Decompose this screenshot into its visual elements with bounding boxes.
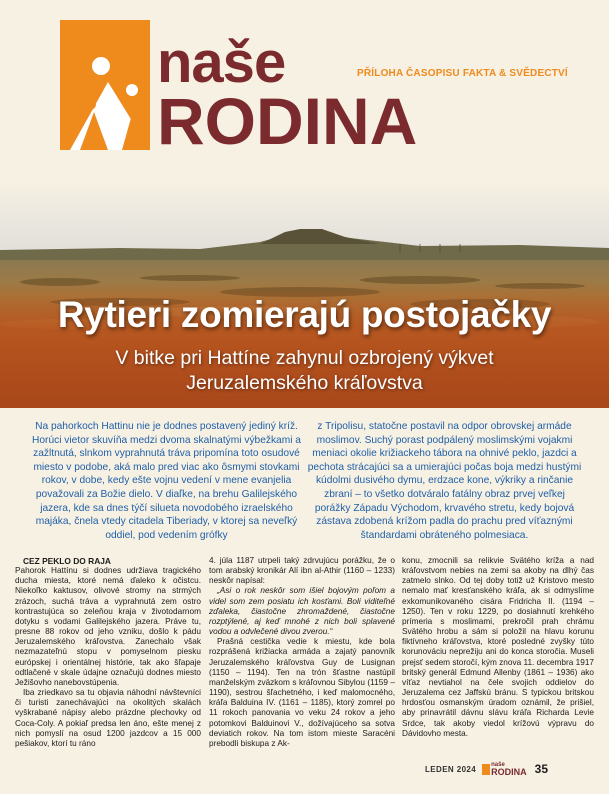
section-heading: CEZ PEKLO DO RAJA [23, 556, 111, 566]
brand-rodina: RODINA [157, 84, 418, 158]
page-footer [425, 762, 548, 776]
hero-photo [0, 182, 609, 408]
issue-date: LEDEN 2024 [425, 764, 477, 774]
body-column-3 [402, 556, 594, 739]
body-paragraph: Iba zriedkavo sa tu objavia náhodní návštevníci či turisti zanechávajúci na okolitých skalách vyškrabané nápisy alebo prázdne plechovky od Coca-Coly. A pokiaľ predsa len áno, ešte menej z nich pomyslí na osud 1200 jazdcov a 15 000 pešiakov, ktorí tu ráno [15, 688, 201, 748]
historical-quote: „Asi o rok neskôr som išiel bojovým poľom a videl som zem posiatu ich kosťami. Boli viditeľné zďaleka, čiastočne zhromaždené, čiastočne rozptýlené, aj keď mnohé z nich boli splavené vodou a odvlečené divou zverou.“ [209, 586, 395, 637]
footer-logo-icon [482, 764, 490, 775]
subheadline-line-2: Jeruzalemského kráľovstva [186, 372, 423, 394]
body-paragraph: konu, zmocnili sa relikvie Svätého kríža a nad kráľovstvom nebies na zemi sa akoby na dlhý čas zatmelo slnko. Od tej doby totiž už Kristovo mesto nemalo mať kresťanského kráľa, ak si odmyslíme exkomunikovaného cisára Fridricha II. (1194 – 1250). Ten v roku 1229, po dosiahnutí krehkého prímeria s moslimami, prekročil prah chrámu Svätého hrobu a sám si položil na hlavu korunu fiktívneho kráľovstva, ktoré posledné zvyšky túto korunováciu neprežiju ani do konca storočia. Museli prejsť sedem storočí, kým znova 11. decembra 1917 britský generál Edmund Allenby (1861 – 1936) ako víťaz nevtiahol na čele svojich oddielov do Jeruzalema cez Jaffskú bránu. S typickou britskou hrdosťou osmanským úradom oznámil, že prišiel, aby prinavrátil dávnu slávu kráľa Richarda Levie Srdce, tak akoby viedol krížovú výpravu do Dávidovho mesta. [402, 556, 594, 738]
footer-logo-text [491, 762, 527, 777]
body-paragraph: Prašná cestička vedie k miestu, kde bola rozprášená križiacka armáda a zajatý panovník Jeruzalemského kráľovstva Guy de Lusignan (1150 – 1194). Ten na trón šťastne nastúpil manželským zväzkom s kráľovnou Sibylou (1159 – 1190), sestrou šľachetného, i keď malomocného, kráľa Balduina IV. (1161 – 1185), ktorý zomrel po 11 rokoch panovania vo veku 24 rokov a jeho potomkovi Balduinovi V., dožívajúceho sa sotva deviatich rokov. Na tom istom mieste Saracéni prebodli biskupa z Ak- [209, 637, 395, 748]
body-paragraph: 4. júla 1187 utrpeli taký zdrvujúcu porážku, že o tom arabský kronikár Alí ibn al-Athir (1160 – 1233) neskôr napísal: [209, 556, 395, 586]
brand-nase: naše [157, 30, 286, 95]
logo-mark [60, 20, 150, 150]
lead-paragraph-right: z Tripolisu, statočne postavil na odpor obrovskej armáde moslimov. Suchý porast podpálený moslimskými vojakmi meniaci okolie križiackeho tábora na ohnivé peklo, jazdci a pechota strácajúci sa a umierajúci počas boja medzi hustými kúdolmi dusivého dymu, erdzace kone, výkriky a rinčanie zbraní – to všetko dotváralo fatálny obraz prvej veľkej porážky Západu Východom, krvavého stretu, kedy bojová zástava zdobená krížom padla do prachu pred víťaznými štandardami obráteného polmesiaca. [307, 421, 582, 541]
supplement-tagline: PŘÍLOHA ČASOPISU FAKTA & SVĚDECTVÍ [357, 68, 568, 79]
footer-logo-bottom: RODINA [491, 766, 527, 777]
footer-logo-top: naše [491, 761, 505, 768]
body-column-1 [15, 556, 201, 749]
body-paragraph: Pahorok Hattínu si dodnes udržiava tragického ducha miesta, ktoré nemá ďaleko k očistcu. Niekoľko kaktusov, olivové stromy na strmých zrázoch, suchá tráva a vyprahnutá zem ostro kontrastujúca so zeleňou kraja v životodarnom dotyku s vodami Galilejského jazera. Práve tu, presne 88 rokov od jeho vzniku, došlo k pádu Jeruzalemského kráľovstva. Zanechalo však nezmazateľnú stopu v pomyselnom piesku európskej i orientálnej histórie, tak ako šľapaje odtlačené v skale údajne označujú dodnes miesto Ježišovho nanebovstúpenia. [15, 566, 201, 687]
page-number: 35 [534, 762, 548, 776]
logo-figures-icon [60, 20, 150, 150]
footer-logo [482, 762, 527, 777]
body-column-2 [209, 556, 395, 749]
article-headline: Rytieri zomierajú postojačky [57, 294, 552, 335]
subheadline-line-1: V bitke pri Hattíne zahynul ozbrojený výkvet [115, 347, 494, 369]
masthead [0, 0, 609, 182]
lead-paragraph-left: Na pahorkoch Hattinu nie je dodnes postavený jediný kríž. Horúci vietor skuvíňa medzi dvoma skalnatými výbežkami a zažltnutá, slnkom vyprahnutá tráva pripomína toto osudové miesto v podobe, aká malo pred viac ako ôsmymi stovkami rokov, v dobe, kedy ešte vojnu vedení v mene evanjelia považovali za Božie dielo. V diaľke, na brehu Galilejského jazera, kde sa dnes týčí silueta novodobého izraelského majáka, čnela vtedy citadela Tiberiady, v ktorej sa neveľký oddiel, pod vedením grófky [32, 421, 301, 541]
article-subheadline [0, 346, 609, 396]
